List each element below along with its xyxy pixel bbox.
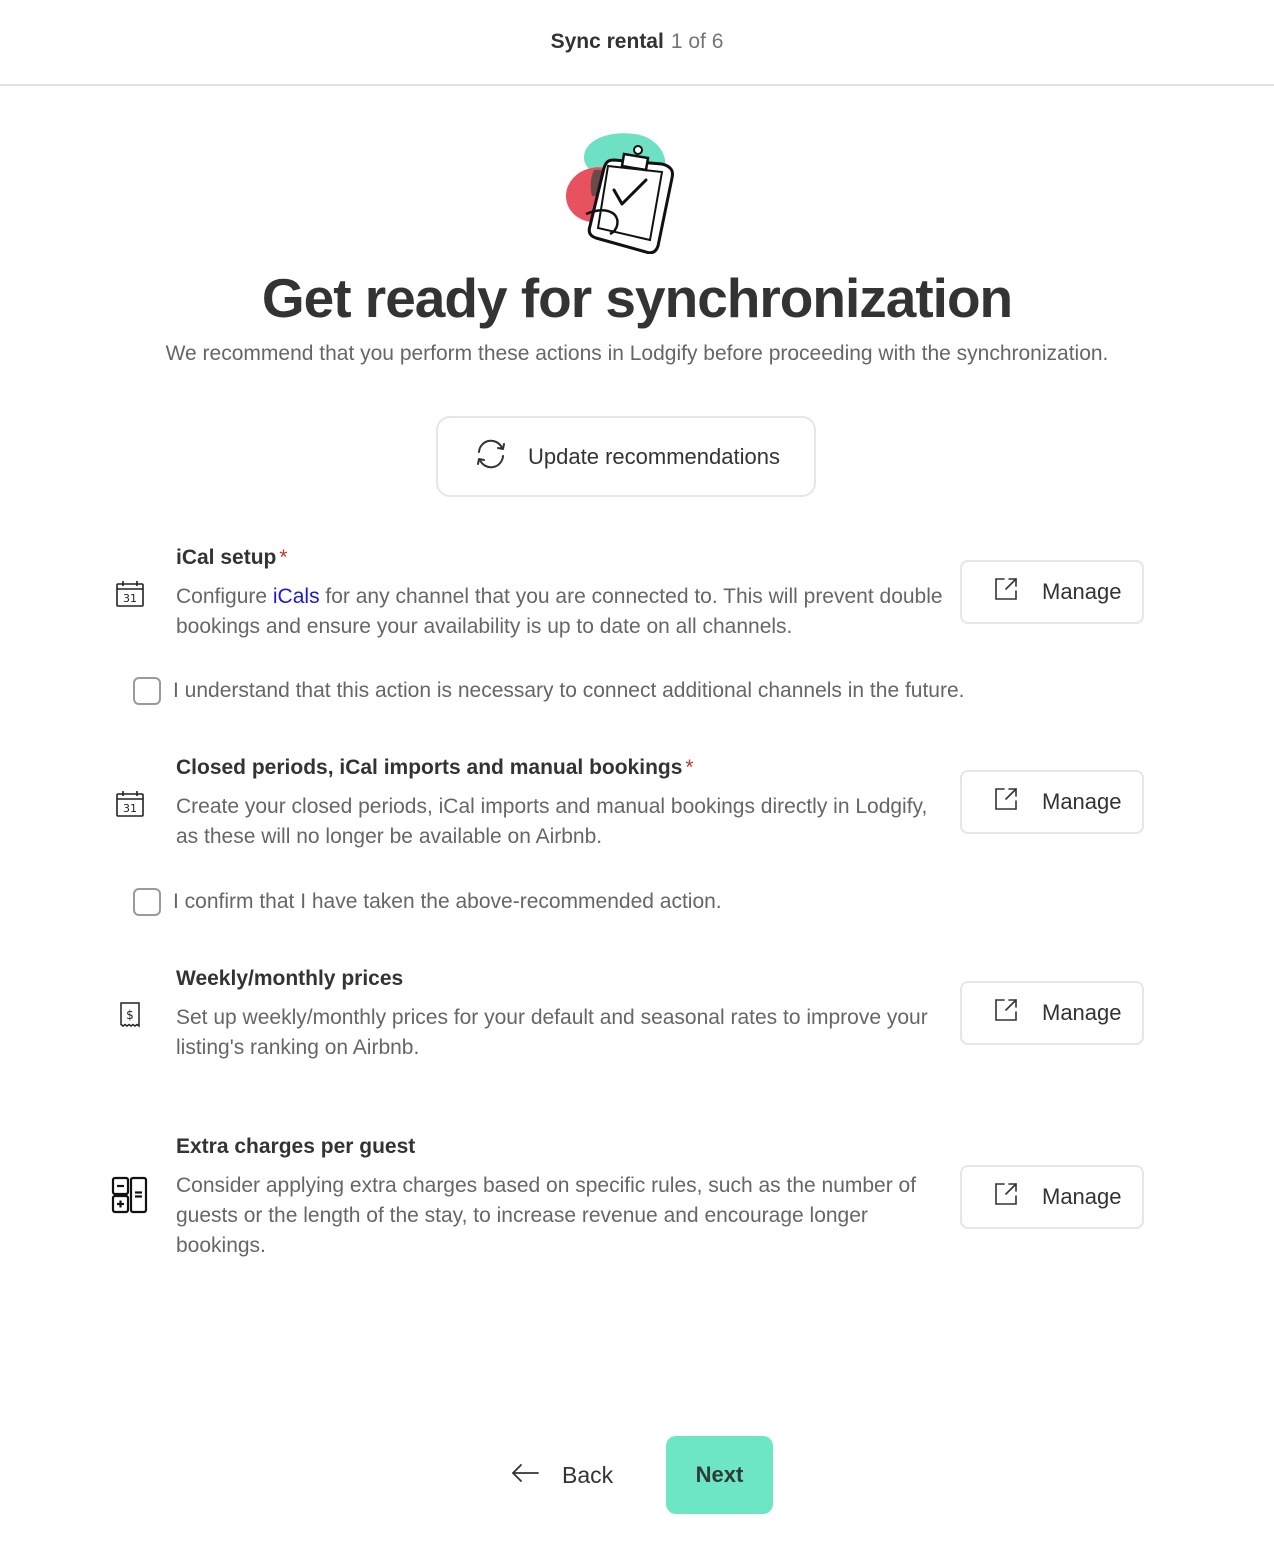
next-button[interactable]: Next (666, 1436, 773, 1514)
confirm-ical-row (133, 677, 965, 705)
page-subtitle: We recommend that you perform these actions in Lodgify before proceeding with the synchronization. (165, 342, 1109, 365)
recommendation-title: Extra charges per guest (176, 1135, 416, 1158)
clipboard-checkmark-illustration (562, 130, 680, 254)
icals-link[interactable]: iCals (272, 585, 320, 608)
confirm-closed-periods-label[interactable]: I confirm that I have taken the above-recommended action. (173, 890, 722, 913)
recommendation-title (176, 756, 694, 780)
manage-closed-periods-button[interactable] (960, 770, 1144, 834)
recommendation-description (176, 582, 946, 642)
confirm-ical-checkbox[interactable] (133, 677, 161, 705)
step-indicator: 1 of 6 (670, 30, 724, 53)
arrow-left-icon (510, 1462, 540, 1489)
calendar-icon (114, 578, 146, 610)
confirm-closed-periods-checkbox[interactable] (133, 888, 161, 916)
svg-text:$: $ (126, 1008, 134, 1022)
wizard-title: Sync rental (550, 30, 664, 53)
recommendation-title-text: iCal setup (176, 546, 277, 569)
manage-weekly-monthly-prices-button[interactable] (960, 981, 1144, 1045)
svg-text:31: 31 (123, 592, 137, 605)
external-link-icon (992, 996, 1020, 1030)
required-marker: * (279, 546, 288, 569)
external-link-icon (992, 575, 1020, 609)
calendar-icon (114, 788, 146, 820)
manage-ical-button[interactable] (960, 560, 1144, 624)
page-title: Get ready for synchronization (261, 267, 1013, 329)
manage-extra-charges-button[interactable] (960, 1165, 1144, 1229)
recommendation-description: Consider applying extra charges based on specific rules, such as the number of guests or the length of the stay, to increase revenue and encourage longer bookings. (176, 1174, 917, 1257)
recommendation-description: Set up weekly/monthly prices for your default and seasonal rates to improve your listing's ranking on Airbnb. (176, 1006, 928, 1059)
top-bar (0, 0, 1274, 86)
svg-text:31: 31 (123, 802, 137, 815)
manage-label: Manage (1042, 579, 1122, 604)
recommendation-description: Create your closed periods, iCal imports and manual bookings directly in Lodgify, as these will no longer be available on Airbnb. (176, 795, 928, 848)
back-button[interactable] (510, 1448, 613, 1502)
external-link-icon (992, 785, 1020, 819)
back-label: Back (562, 1461, 614, 1488)
manage-label: Manage (1042, 789, 1122, 814)
refresh-icon (472, 435, 510, 479)
calculator-icon (110, 1175, 150, 1215)
update-recommendations-button[interactable] (436, 416, 816, 497)
recommendation-title-text: Closed periods, iCal imports and manual bookings (176, 756, 683, 779)
external-link-icon (992, 1180, 1020, 1214)
description-text: for any channel that you are connected to. This will prevent double bookings and ensure your availability is up to date on all channels. (176, 585, 943, 638)
description-text: Configure (176, 585, 273, 608)
update-recommendations-label: Update recommendations (528, 443, 780, 469)
manage-label: Manage (1042, 1184, 1122, 1209)
manage-label: Manage (1042, 1000, 1122, 1025)
recommendation-title: Weekly/monthly prices (176, 967, 404, 990)
recommendation-title (176, 546, 288, 570)
receipt-dollar-icon (114, 999, 146, 1031)
confirm-ical-label[interactable]: I understand that this action is necessary to connect additional channels in the future. (173, 679, 965, 702)
required-marker: * (685, 756, 694, 779)
confirm-closed-periods-row (133, 888, 722, 916)
